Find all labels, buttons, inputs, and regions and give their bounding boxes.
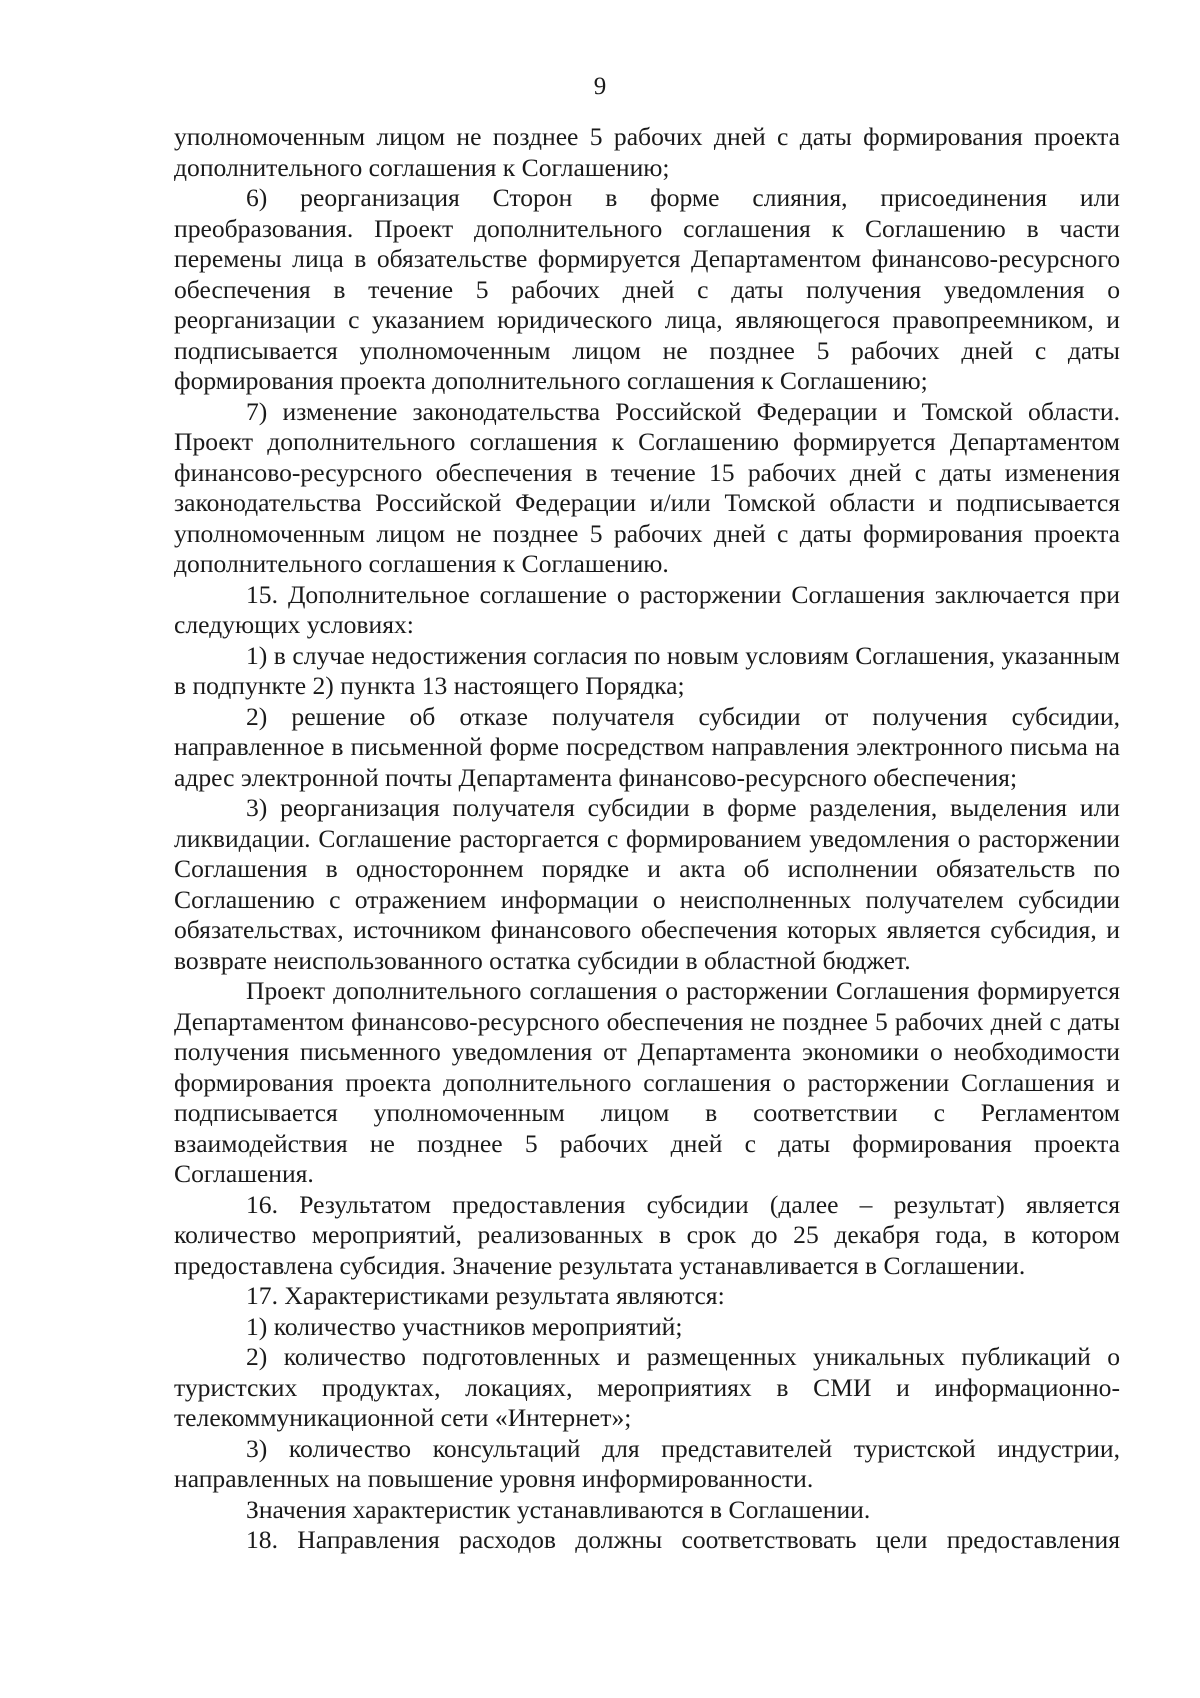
- paragraph-characteristics-values: Значения характеристик устанавливаются в Соглашении.: [246, 1494, 871, 1524]
- document-body: [174, 122, 1120, 1556]
- paragraph-clause-17: 17. Характеристиками результата являются:: [246, 1281, 725, 1310]
- paragraph-item-7: 7) изменение законодательства Российской Федерации и Томской области. Проект дополнительного соглашения к Соглашению формируется Департаментом финансово-ресурсного обеспечения в течение 15 рабочих дней с даты изменения законодательства Российской Федерации и/или Томской области и подписывается уполномоченным лицом не позднее 5 рабочих дней с даты формирования проекта дополнительного соглашения к Соглашению.: [174, 396, 1120, 578]
- paragraph-clause-17-item-3: 3) количество консультаций для представителей туристской индустрии, направленных на повышение уровня информированности.: [174, 1433, 1120, 1493]
- paragraph-clause-17-item-1: 1) количество участников мероприятий;: [246, 1311, 683, 1341]
- paragraph-draft-termination: Проект дополнительного соглашения о расторжении Соглашения формируется Департаментом финансово-ресурсного обеспечения не позднее 5 рабочих дней с даты получения письменного уведомления от Департамента экономики о необходимости формирования проекта дополнительного соглашения о расторжении Соглашения и подписывается уполномоченным лицом в соответствии с Регламентом взаимодействия не позднее 5 рабочих дней с даты формирования проекта Соглашения.: [174, 976, 1120, 1188]
- paragraph-clause-18: 18. Направления расходов должны соответствовать цели предоставления: [246, 1525, 1120, 1554]
- paragraph-clause-16: 16. Результатом предоставления субсидии (далее – результат) является количество мероприятий, реализованных в срок до 25 декабря года, в котором предоставлена субсидия. Значение результата устанавливается в Соглашении.: [174, 1189, 1120, 1280]
- paragraph-clause-17-item-2: 2) количество подготовленных и размещенных уникальных публикаций о туристских продуктах, локациях, мероприятиях в СМИ и информационно-телекоммуникационной сети «Интернет»;: [174, 1342, 1120, 1432]
- paragraph-clause-15: 15. Дополнительное соглашение о расторжении Соглашения заключается при следующих условиях:: [174, 579, 1120, 639]
- paragraph-item-6: 6) реорганизация Сторон в форме слияния, присоединения или преобразования. Проект дополнительного соглашения к Соглашению в части перемены лица в обязательстве формируется Департаментом финансово-ресурсного обеспечения в течение 5 рабочих дней с даты получения уведомления о реорганизации с указанием юридического лица, являющегося правопреемником, и подписывается уполномоченным лицом не позднее 5 рабочих дней с даты формирования проекта дополнительного соглашения к Соглашению;: [174, 183, 1120, 395]
- page-number: 9: [593, 73, 607, 100]
- paragraph-clause-15-item-3: 3) реорганизация получателя субсидии в форме разделения, выделения или ликвидации. Соглашение расторгается с формированием уведомления о расторжении Соглашения в одностороннем порядке и акта об исполнении обязательств по Соглашению с отражением информации о неисполненных получателем субсидии обязательствах, источником финансового обеспечения которых является субсидия, и возврате неиспользованного остатка субсидии в областной бюджет.: [174, 793, 1120, 975]
- paragraph-continuation: уполномоченным лицом не позднее 5 рабочих дней с даты формирования проекта дополнительного соглашения к Соглашению;: [174, 122, 1120, 182]
- paragraph-clause-15-item-1: 1) в случае недостижения согласия по новым условиям Соглашения, указанным в подпункте 2) пункта 13 настоящего Порядка;: [174, 640, 1120, 700]
- paragraph-clause-15-item-2: 2) решение об отказе получателя субсидии от получения субсидии, направленное в письменной форме посредством направления электронного письма на адрес электронной почты Департамента финансово-ресурсного обеспечения;: [174, 701, 1120, 792]
